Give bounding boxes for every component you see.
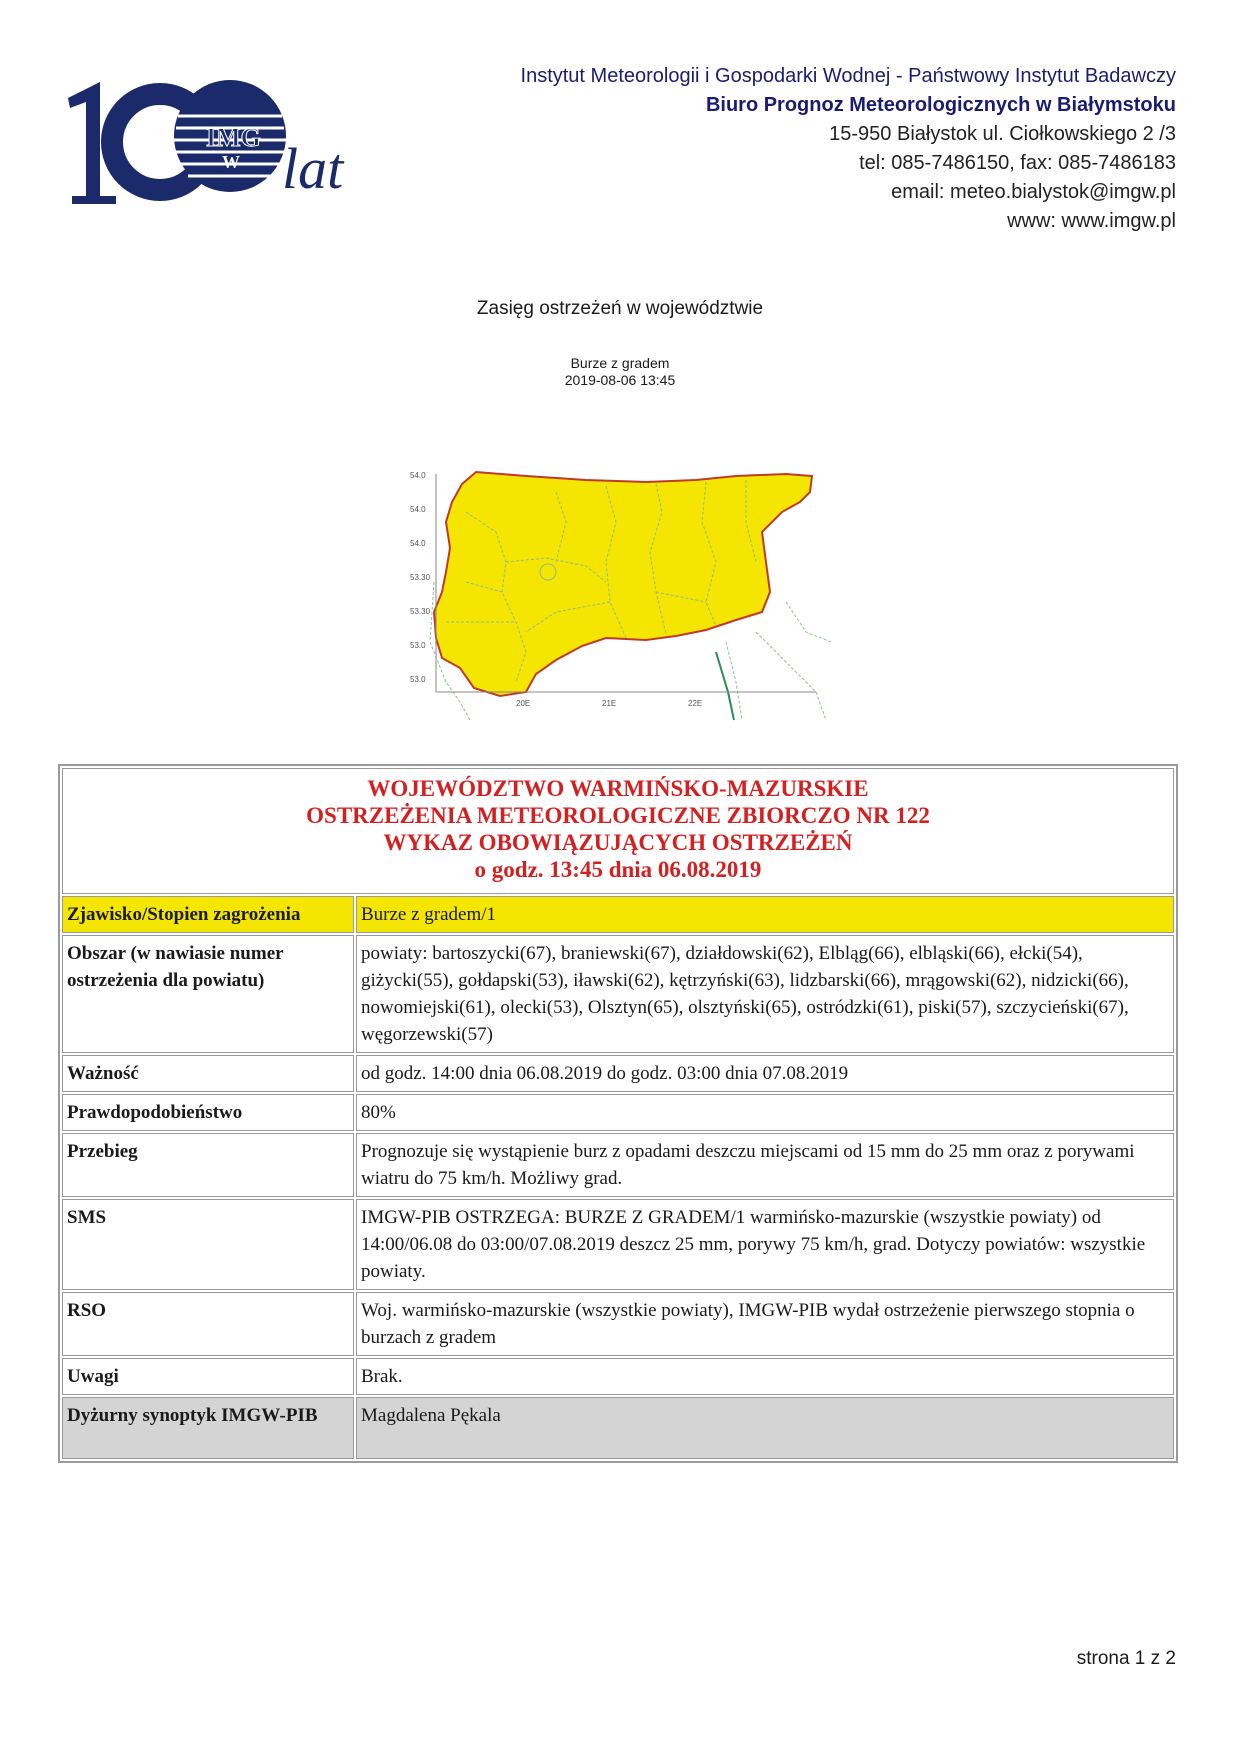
table-row-area	[62, 935, 1174, 1053]
imgw-100-lat-logo	[64, 76, 384, 216]
email-link[interactable]: email: meteo.bialystok@imgw.pl	[891, 181, 1176, 203]
warmian-masurian-voivodeship-area	[434, 472, 812, 696]
map-caption-timestamp: 2019-08-06 13:45	[564, 372, 676, 388]
phone-fax: tel: 085-7486150, fax: 085-7486183	[859, 152, 1176, 174]
lat-label-4: 53.30	[410, 573, 431, 582]
row-label: SMS	[62, 1199, 354, 1290]
heading-list-title: WYKAZ OBOWIĄZUJĄCYCH OSTRZEŻEŃ	[383, 830, 853, 855]
svg-text:lat: lat	[282, 136, 344, 201]
heading-issue-time: o godz. 13:45 dnia 06.08.2019	[474, 857, 762, 882]
table-row-probability	[62, 1094, 1174, 1131]
row-value: Brak.	[356, 1358, 1174, 1395]
lat-label-5: 53.30	[410, 607, 431, 616]
row-value: Prognozuje się wystąpienie burz z opadami deszczu miejscami od 15 mm do 25 mm oraz z porywami wiatru do 75 km/h. Możliwy grad.	[356, 1133, 1174, 1197]
row-value: IMGW-PIB OSTRZEGA: BURZE Z GRADEM/1 warmińsko-mazurskie (wszystkie powiaty) od 14:00/06.08 do 03:00/07.08.2019 deszcz 25 mm, porywy 75 km/h, grad. Dotyczy powiatów: wszystkie powiaty.	[356, 1199, 1174, 1290]
row-label: Ważność	[62, 1055, 354, 1092]
lon-label-1: 20E	[516, 699, 531, 708]
heading-voivodeship: WOJEWÓDZTWO WARMIŃSKO-MAZURSKIE	[367, 776, 869, 801]
institute-name: Instytut Meteorologii i Gospodarki Wodnej - Państwowy Instytut Badawczy	[520, 65, 1176, 87]
warnings-table	[58, 764, 1178, 1463]
lat-label-6: 53.0	[410, 641, 426, 650]
address: 15-950 Białystok ul. Ciołkowskiego 2 /3	[829, 123, 1176, 145]
row-label: RSO	[62, 1292, 354, 1356]
row-value: Woj. warmińsko-mazurskie (wszystkie powiaty), IMGW-PIB wydał ostrzeżenie pierwszego stopnia o burzach z gradem	[356, 1292, 1174, 1356]
table-row-forecaster	[62, 1397, 1174, 1459]
map-caption	[490, 355, 750, 389]
lat-label-7: 53.0	[410, 675, 426, 684]
table-row-validity	[62, 1055, 1174, 1092]
page-number: strona 1 z 2	[1076, 1648, 1176, 1669]
lat-label-2: 54.0	[410, 505, 426, 514]
svg-text:W: W	[222, 152, 240, 172]
lat-label-3: 54.0	[410, 539, 426, 548]
row-label: Prawdopodobieństwo	[62, 1094, 354, 1131]
lon-label-2: 21E	[602, 699, 617, 708]
institute-contact-block	[521, 62, 1176, 236]
table-heading	[62, 768, 1174, 894]
row-value: Burze z gradem/1	[356, 896, 1174, 933]
row-value: powiaty: bartoszycki(67), braniewski(67), działdowski(62), Elbląg(66), elbląski(66), ełcki(54), giżycki(55), gołdapski(53), iławski(62), kętrzyński(63), lidzbarski(66), mrągowski(62), nidzicki(66), nowomiejski(61), olecki(53), Olsztyn(65), olsztyński(65), ostródzki(61), piski(57), szczycieński(67), węgorzewski(57)	[356, 935, 1174, 1053]
row-value: 80%	[356, 1094, 1174, 1131]
row-label: Dyżurny synoptyk IMGW-PIB	[62, 1397, 354, 1459]
table-row-rso	[62, 1292, 1174, 1356]
lat-label-1: 54.0	[410, 471, 426, 480]
row-label: Przebieg	[62, 1133, 354, 1197]
warning-range-map	[406, 462, 836, 724]
svg-text:IMG: IMG	[206, 123, 261, 152]
table-row-remarks	[62, 1358, 1174, 1395]
table-row-sms	[62, 1199, 1174, 1290]
map-caption-phenomenon: Burze z gradem	[570, 355, 670, 371]
row-label: Obszar (w nawiasie numer ostrzeżenia dla powiatu)	[62, 935, 354, 1053]
row-value: od godz. 14:00 dnia 06.08.2019 do godz. 03:00 dnia 07.08.2019	[356, 1055, 1174, 1092]
lon-label-3: 22E	[688, 699, 703, 708]
table-row-phenomenon	[62, 896, 1174, 933]
table-row-course	[62, 1133, 1174, 1197]
row-label: Zjawisko/Stopien zagrożenia	[62, 896, 354, 933]
heading-warning-number: OSTRZEŻENIA METEOROLOGICZNE ZBIORCZO NR 122	[306, 803, 930, 828]
row-label: Uwagi	[62, 1358, 354, 1395]
range-title: Zasięg ostrzeżeń w województwie	[476, 298, 764, 319]
office-name: Biuro Prognoz Meteorologicznych w Białymstoku	[705, 94, 1176, 116]
website-link[interactable]: www: www.imgw.pl	[1007, 210, 1176, 232]
row-value: Magdalena Pękala	[356, 1397, 1174, 1459]
